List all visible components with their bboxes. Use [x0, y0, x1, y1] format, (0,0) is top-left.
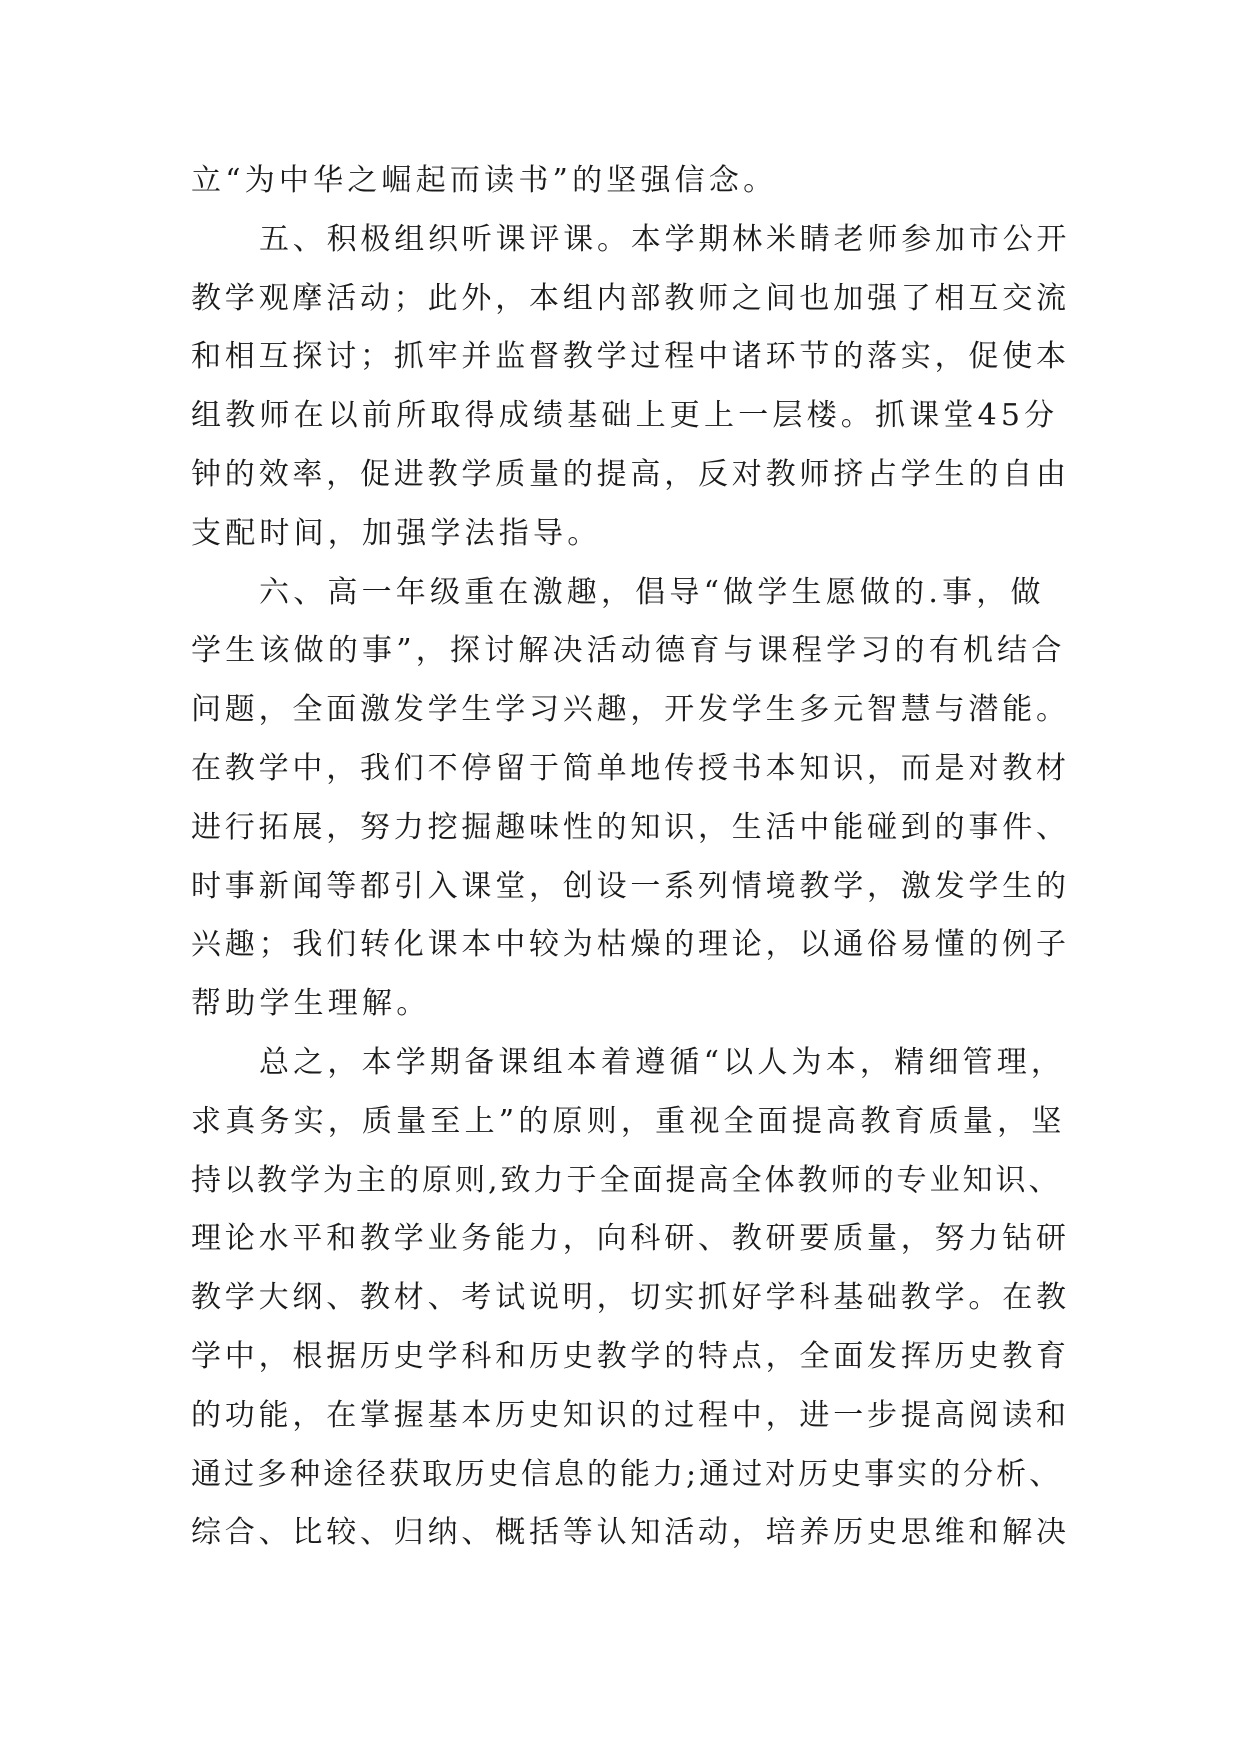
text-line: 教学大纲、教材、考试说明，切实抓好学科基础教学。在教 [191, 1280, 1070, 1316]
text-line: 和相互探讨；抓牢并监督教学过程中诸环节的落实，促使本 [191, 339, 1070, 375]
document-body [191, 152, 1071, 1563]
text-line: 教学观摩活动；此外，本组内部教师之间也加强了相互交流 [191, 280, 1070, 316]
text-line: 组教师在以前所取得成绩基础上更上一层楼。抓课堂45分 [191, 398, 1059, 434]
paragraph-first-line: 五、积极组织听课评课。本学期林米睛老师参加市公开 [259, 221, 1071, 257]
text-line: 进行拓展，努力挖掘趣味性的知识，生活中能碰到的事件、 [191, 809, 1070, 845]
text-line: 理论水平和教学业务能力，向科研、教研要质量，努力钻研 [191, 1221, 1070, 1257]
text-line: 求真务实，质量至上”的原则，重视全面提高教育质量，坚 [191, 1103, 1066, 1139]
text-line: 在教学中，我们不停留于简单地传授书本知识，而是对教材 [191, 750, 1070, 786]
text-line: 钟的效率，促进教学质量的提高，反对教师挤占学生的自由 [191, 456, 1070, 492]
text-line: 时事新闻等都引入课堂，创设一系列情境教学，激发学生的 [191, 868, 1070, 904]
paragraph-first-line: 总之，本学期备课组本着遵循“以人为本，精细管理， [259, 1044, 1066, 1080]
text-line: 帮助学生理解。 [191, 986, 431, 1022]
text-line: 支配时间，加强学法指导。 [191, 515, 602, 551]
text-line: 通过多种途径获取历史信息的能力;通过对历史事实的分析、 [191, 1456, 1063, 1492]
text-line: 兴趣；我们转化课本中较为枯燥的理论，以通俗易懂的例子 [191, 927, 1070, 963]
text-line: 学生该做的事”，探讨解决活动德育与课程学习的有机结合 [191, 633, 1066, 669]
text-line: 问题，全面激发学生学习兴趣，开发学生多元智慧与潜能。 [191, 692, 1070, 728]
text-line: 综合、比较、归纳、概括等认知活动，培养历史思维和解决 [191, 1515, 1070, 1551]
text-line: 的功能，在掌握基本历史知识的过程中，进一步提高阅读和 [191, 1397, 1070, 1433]
paragraph-first-line: 六、高一年级重在激趣，倡导“做学生愿做的.事，做 [259, 574, 1045, 610]
text-line: 持以教学为主的原则,致力于全面提高全体教师的专业知识、 [191, 1162, 1062, 1198]
text-line: 立“为中华之崛起而读书”的坚强信念。 [191, 163, 778, 198]
text-line: 学中，根据历史学科和历史教学的特点，全面发挥历史教育 [191, 1338, 1070, 1374]
